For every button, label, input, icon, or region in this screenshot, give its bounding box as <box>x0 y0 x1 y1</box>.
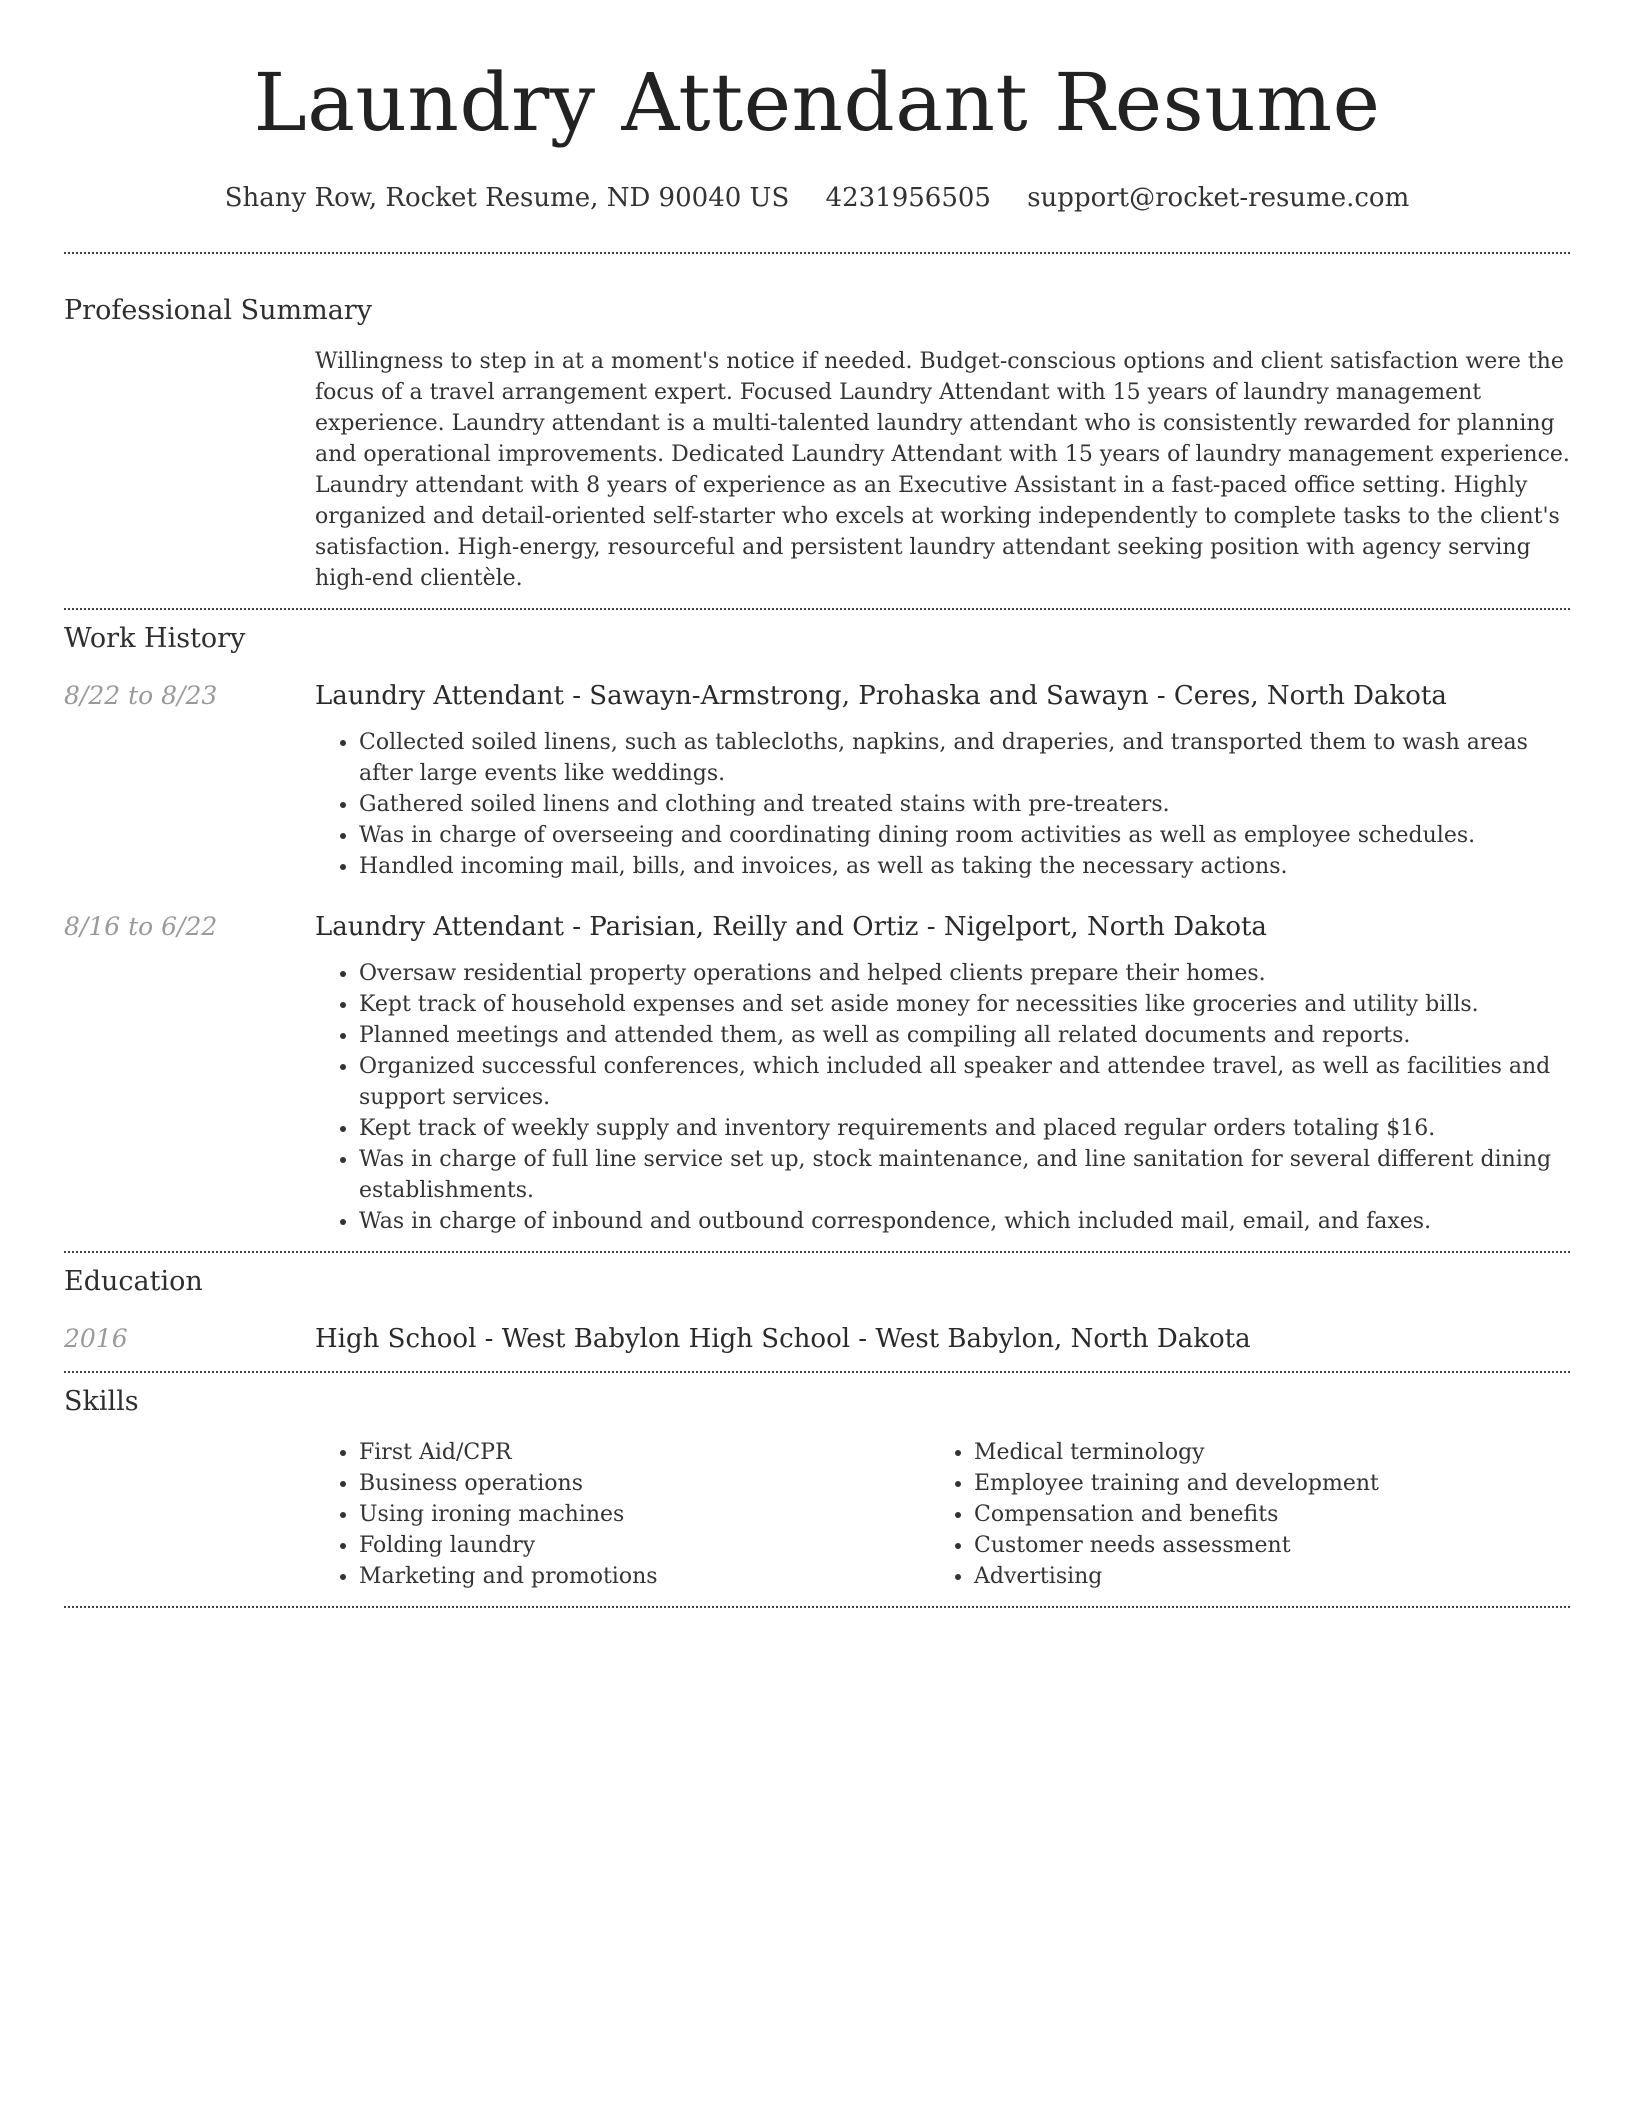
list-item: • Kept track of weekly supply and inventory requirements and placed regular orders totaling $16. <box>359 1113 1570 1144</box>
list-item: • Oversaw residential property operations and helped clients prepare their homes. <box>359 958 1570 989</box>
list-item: • Planned meetings and attended them, as well as compiling all related documents and reports. <box>359 1020 1570 1051</box>
skill-item: • Folding laundry <box>359 1530 930 1561</box>
skill-item: • Marketing and promotions <box>359 1561 930 1592</box>
list-item: • Was in charge of overseeing and coordinating dining room activities as well as employee schedules. <box>359 820 1570 851</box>
section-heading-education: Education <box>64 1266 203 1297</box>
work-history-section <box>64 610 1570 1251</box>
job-bullets <box>315 727 1570 882</box>
list-item: • Handled incoming mail, bills, and invoices, as well as taking the necessary actions. <box>359 851 1570 882</box>
education-year: 2016 <box>64 1324 128 1353</box>
skills-section <box>64 1373 1570 1606</box>
list-item: • Kept track of household expenses and set aside money for necessities like groceries and utility bills. <box>359 989 1570 1020</box>
job-dates: 8/16 to 6/22 <box>64 912 218 941</box>
contact-email: support@rocket-resume.com <box>1027 183 1410 213</box>
job-entry <box>64 909 1570 1237</box>
list-item: • Organized successful conferences, which included all speaker and attendee travel, as well as facilities and support services. <box>359 1051 1570 1113</box>
section-heading-summary: Professional Summary <box>64 295 372 326</box>
job-entry <box>64 678 1570 882</box>
skill-item: • Employee training and development <box>974 1468 1545 1499</box>
skill-item: • First Aid/CPR <box>359 1437 930 1468</box>
skills-list-right <box>930 1437 1545 1592</box>
section-heading-skills: Skills <box>64 1386 139 1417</box>
resume-page <box>64 0 1570 1608</box>
skill-item: • Medical terminology <box>974 1437 1545 1468</box>
list-item: • Gathered soiled linens and clothing and treated stains with pre-treaters. <box>359 789 1570 820</box>
skill-item: • Compensation and benefits <box>974 1499 1545 1530</box>
summary-section <box>64 254 1570 608</box>
divider <box>64 1606 1570 1608</box>
job-title: Laundry Attendant - Sawayn-Armstrong, Prohaska and Sawayn - Ceres, North Dakota <box>315 681 1447 711</box>
contact-line <box>64 178 1570 218</box>
section-heading-work: Work History <box>64 623 246 654</box>
skill-item: • Using ironing machines <box>359 1499 930 1530</box>
list-item: • Was in charge of full line service set up, stock maintenance, and line sanitation for several different dining establishments. <box>359 1144 1570 1206</box>
list-item: • Was in charge of inbound and outbound correspondence, which included mail, email, and faxes. <box>359 1206 1570 1237</box>
skills-list-left <box>315 1437 930 1592</box>
job-dates: 8/22 to 8/23 <box>64 681 218 710</box>
job-title: Laundry Attendant - Parisian, Reilly and Ortiz - Nigelport, North Dakota <box>315 912 1267 942</box>
contact-phone: 4231956505 <box>825 183 991 213</box>
resume-title: Laundry Attendant Resume <box>253 56 1381 149</box>
skill-item: • Business operations <box>359 1468 930 1499</box>
contact-address: Shany Row, Rocket Resume, ND 90040 US <box>224 183 790 213</box>
skill-item: • Customer needs assessment <box>974 1530 1545 1561</box>
skills-columns <box>315 1437 1570 1592</box>
skill-item: • Advertising <box>974 1561 1545 1592</box>
education-entry <box>64 1321 1570 1357</box>
list-item: • Collected soiled linens, such as tablecloths, napkins, and draperies, and transported them to wash areas after large events like weddings. <box>359 727 1570 789</box>
job-bullets <box>315 958 1570 1237</box>
education-section <box>64 1253 1570 1371</box>
summary-text: Willingness to step in at a moment's notice if needed. Budget-conscious options and client satisfaction were the focus of a travel arrangement expert. Focused Laundry Attendant with 15 years of laundry management experience. Laundry attendant is a multi-talented laundry attendant who is consistently rewarded for planning and operational improvements. Dedicated Laundry Attendant with 15 years of laundry management experience. Laundry attendant with 8 years of experience as an Executive Assistant in a fast-paced office setting. Highly organized and detail-oriented self-starter who excels at working independently to complete tasks to the client's satisfaction. High-energy, resourceful and persistent laundry attendant seeking position with agency serving high-end clientèle. <box>315 349 1570 591</box>
education-title: High School - West Babylon High School - West Babylon, North Dakota <box>315 1324 1251 1354</box>
